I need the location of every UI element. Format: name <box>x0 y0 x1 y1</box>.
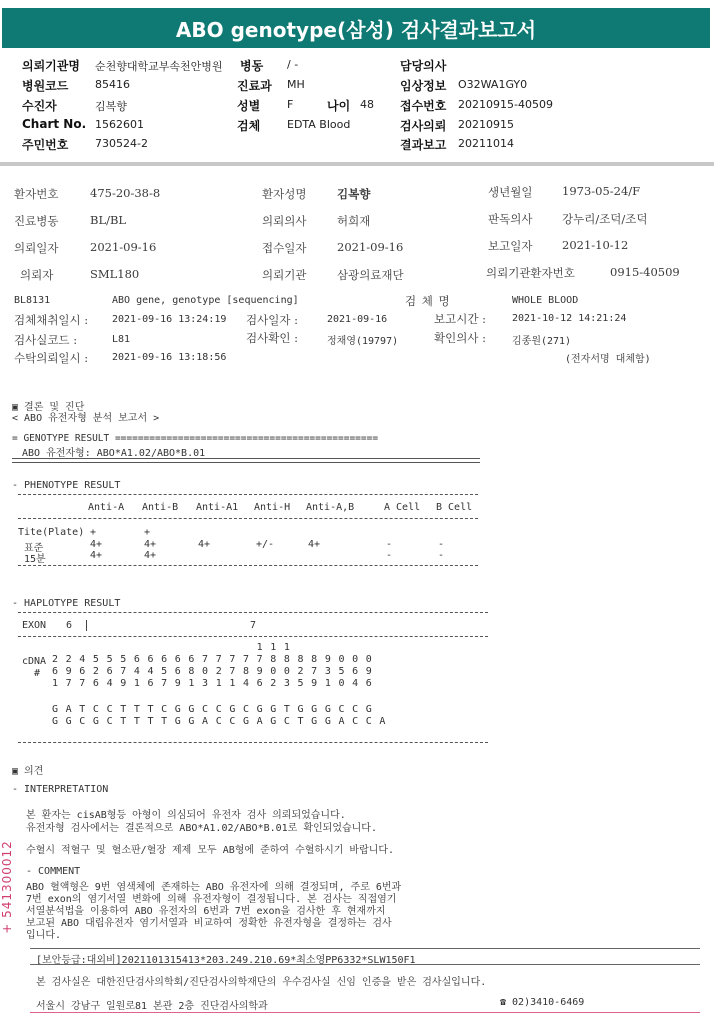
patient-value: 김복향 <box>95 100 127 113</box>
order-date-value: 2021-09-16 <box>90 240 157 254</box>
esign-note: (전자서명 대체함) <box>565 354 651 365</box>
birth-value: 1973-05-24/F <box>562 184 641 198</box>
phenotype-row-label: 15분 <box>24 554 46 565</box>
hospital-code-value: 85416 <box>95 78 130 91</box>
test-date-label: 검사일자 : <box>246 313 298 327</box>
chart-no-label: Chart No. <box>22 117 87 131</box>
interp-line-1: 본 환자는 cisAB형등 아형이 의심되어 유전자 검사 의뢰되었습니다. <box>26 810 346 821</box>
opinion-heading: ▣ 의견 <box>12 766 44 777</box>
ordering-doctor-label: 의뢰의사 <box>262 214 307 228</box>
requester-value: SML180 <box>90 267 140 281</box>
phenotype-cell: 4+ <box>308 539 321 550</box>
cdna-row: 1 7 7 6 4 9 1 6 7 9 1 3 1 1 4 6 2 3 5 9 1 0 4 6 <box>52 678 373 689</box>
ordering-doctor-value: 허희재 <box>337 214 371 228</box>
phenotype-cell: 4+ <box>90 550 103 561</box>
sex-label: 성별 <box>237 99 261 113</box>
patient-no-value: 475-20-38-8 <box>90 186 161 200</box>
request-date-value: 20210915 <box>458 118 514 131</box>
comment-line-3: 서열분석법을 이용하여 ABO 유전자의 6번과 7번 exon을 검사한 후 현재까지 <box>26 906 386 917</box>
patient-label: 수진자 <box>22 99 57 113</box>
phenotype-cell: 4+ <box>90 539 103 550</box>
department-label: 진료과 <box>237 79 272 93</box>
phenotype-cell: 4+ <box>144 550 157 561</box>
phenotype-cell: + <box>144 527 151 538</box>
ward-label: 병동 <box>240 59 264 73</box>
age-label: 나이 <box>327 99 351 113</box>
ward-scan-value: BL/BL <box>90 213 127 227</box>
requesting-org-label: 의뢰기관 <box>262 268 307 282</box>
phenotype-cell: 4+ <box>144 539 157 550</box>
patient-name-label: 환자성명 <box>262 187 307 201</box>
reading-doctor-label: 판독의사 <box>488 212 533 226</box>
order-date-label: 의뢰일자 <box>14 241 59 255</box>
security-line: [보안등급:대외비]2021101315413*203.249.210.69*최소영PP6332*SLW150F1 <box>36 955 416 966</box>
test-code: BL8131 <box>14 295 51 306</box>
org-patient-no-value: 0915-40509 <box>610 265 680 279</box>
sequence-row: G A T C C T T T C G G C C G C G G T G G G C C G <box>52 704 373 715</box>
hospital-code-label: 병원코드 <box>22 79 69 93</box>
report-date-value: 20211014 <box>458 137 514 150</box>
phenotype-col-header: Anti-A1 <box>196 502 239 513</box>
specimen-label: 검체 <box>237 119 261 133</box>
accession-value: 20210915-40509 <box>458 98 553 111</box>
phenotype-cell: - <box>386 550 393 561</box>
age-value: 48 <box>360 98 374 111</box>
footer-pink-rule <box>30 1012 700 1013</box>
cdna-label: cDNA <box>22 656 47 667</box>
phenotype-cell: +/- <box>256 539 275 550</box>
comment-line-4: 보고된 ABO 대립유전자 염기서열과 비교하여 정확한 유전자형을 결정하는 검사 <box>26 918 392 929</box>
lab-code-value: L81 <box>112 334 131 345</box>
exon7-label: 7 <box>250 620 257 631</box>
reading-doctor-value: 강누리/조덕/조덕 <box>562 212 648 226</box>
lab-phone: ☎ 02)3410-6469 <box>500 997 585 1008</box>
sex-value: F <box>287 98 294 111</box>
birth-label: 생년월일 <box>488 185 533 199</box>
confirm-label: 검사확인 : <box>246 331 298 345</box>
receive-label: 수탁의뢰일시 : <box>14 351 89 365</box>
chart-no-value: 1562601 <box>95 118 144 131</box>
report-scan-value: 2021-10-12 <box>562 238 629 252</box>
cdna-row: 6 9 6 2 6 7 4 4 5 6 8 0 2 7 8 9 0 0 2 7 3 5 6 9 <box>52 666 373 677</box>
institution-value: 순천향대학교부속천안병원 <box>95 60 223 73</box>
receipt-date-label: 접수일자 <box>262 241 307 255</box>
pheno-bottom-rule <box>18 565 478 566</box>
header-divider <box>0 162 714 166</box>
report-scan-label: 보고일자 <box>488 239 533 253</box>
resident-no-label: 주민번호 <box>22 138 69 152</box>
interp-line-3: 수혈시 적혈구 및 혈소판/혈장 제제 모두 AB형에 준하여 수혈하시기 바랍니다. <box>26 845 395 856</box>
doctor-label: 담당의사 <box>400 59 447 73</box>
genotype-rule <box>12 458 480 463</box>
sequence-row: G G C G C T T T T G G A C C G A G C T G G A C C A <box>52 716 387 727</box>
report-subtitle: < ABO 유전자형 분석 보고서 > <box>12 413 160 424</box>
footer-top-rule <box>30 948 700 949</box>
exon6-label: 6 <box>66 620 73 631</box>
side-serial-number: + 541300012 <box>0 840 14 934</box>
phenotype-row-label: Tite(Plate) <box>18 527 85 538</box>
institution-label: 의뢰기관명 <box>22 59 80 73</box>
cdna-row: 2 2 4 5 5 5 6 6 6 6 6 7 7 7 7 7 8 8 8 8 9 0 0 0 <box>52 654 373 665</box>
phenotype-col-header: Anti-A <box>88 502 125 513</box>
test-date-value: 2021-09-16 <box>327 314 388 325</box>
phenotype-col-header: Anti-A,B <box>306 502 355 513</box>
report-title: ABO genotype(삼성) 검사결과보고서 <box>2 8 710 48</box>
comment-line-2: 7번 exon의 염기서열 변화에 의해 유전자형이 결정됩니다. 본 검사는 직접염기 <box>26 894 397 905</box>
phenotype-col-header: A Cell <box>384 502 421 513</box>
specimen-value: EDTA Blood <box>287 118 351 131</box>
collect-label: 검체채취일시 : <box>14 313 89 327</box>
phenotype-cell: 4+ <box>198 539 211 550</box>
haplo-top-rule <box>18 612 488 613</box>
org-patient-no-label: 의뢰기관환자번호 <box>486 266 575 280</box>
haplo-mid-rule <box>18 636 488 637</box>
lab-address: 서울시 강남구 일원로81 본관 2층 진단검사의학과 <box>36 1001 268 1012</box>
accession-label: 접수번호 <box>400 99 447 113</box>
haplo-bottom-rule <box>18 742 488 743</box>
phenotype-heading: - PHENOTYPE RESULT <box>12 480 121 491</box>
pheno-top-rule <box>18 494 478 495</box>
exon-label: EXON <box>22 620 47 631</box>
comment-line-1: ABO 혈액형은 9번 염색체에 존재하는 ABO 유전자에 의해 결정되며, 주로 6번과 <box>26 882 402 893</box>
verify-value: 김종원(271) <box>512 336 572 347</box>
verify-label: 확인의사 : <box>434 331 486 345</box>
phenotype-cell: - <box>438 539 445 550</box>
report-time-label: 보고시간 : <box>434 312 486 326</box>
requesting-org-value: 삼광의료재단 <box>337 268 404 282</box>
lab-code-label: 검사실코드 : <box>14 333 78 347</box>
footer-mid-rule <box>30 964 700 965</box>
patient-no-label: 환자번호 <box>14 187 59 201</box>
request-date-label: 검사의뢰 <box>400 119 447 133</box>
pheno-mid-rule <box>18 518 478 519</box>
receipt-date-value: 2021-09-16 <box>337 240 404 254</box>
ward-scan-label: 진료병동 <box>14 214 59 228</box>
requester-label: 의뢰자 <box>20 268 54 282</box>
interp-line-2: 유전자형 검사에서는 결론적으로 ABO*A1.02/ABO*B.01로 확인되었습니다. <box>26 823 377 834</box>
exon-divider <box>86 620 87 631</box>
hash-label: # <box>34 668 41 679</box>
receive-value: 2021-09-16 13:18:56 <box>112 352 227 363</box>
phenotype-col-header: B Cell <box>436 502 473 513</box>
clinical-info-label: 임상정보 <box>400 79 447 93</box>
clinical-info-value: O32WA1GY0 <box>458 78 528 91</box>
comment-heading: - COMMENT <box>26 866 81 877</box>
confirm-value: 정채영(19797) <box>327 336 399 347</box>
resident-no-value: 730524-2 <box>95 137 148 150</box>
report-date-label: 결과보고 <box>400 138 447 152</box>
comment-line-5: 입니다. <box>26 930 62 941</box>
phenotype-row-label: 표준 <box>24 543 44 554</box>
cdna-row: 1 1 1 <box>52 642 291 653</box>
patient-name-value: 김복향 <box>337 187 371 201</box>
report-time-value: 2021-10-12 14:21:24 <box>512 313 627 324</box>
test-name: ABO gene, genotype [sequencing] <box>112 295 299 306</box>
phenotype-col-header: Anti-H <box>254 502 291 513</box>
certification-text: 본 검사실은 대한진단검사의학회/진단검사의학재단의 우수검사실 신임 인증을 받은 검사실입니다. <box>36 977 487 988</box>
conclusion-heading: ▣ 결론 및 진단 <box>12 402 85 413</box>
genotype-heading: = GENOTYPE RESULT ============================================== <box>12 433 379 444</box>
phenotype-col-header: Anti-B <box>142 502 179 513</box>
department-value: MH <box>287 78 305 91</box>
genotype-value: ABO 유전자형: ABO*A1.02/ABO*B.01 <box>22 448 206 459</box>
collect-value: 2021-09-16 13:24:19 <box>112 314 227 325</box>
specimen-name-label: 검 체 명 <box>405 294 451 308</box>
phenotype-cell: + <box>90 527 97 538</box>
specimen-name-value: WHOLE BLOOD <box>512 295 579 306</box>
phenotype-cell: - <box>438 550 445 561</box>
ward-value: / - <box>287 58 299 71</box>
interpretation-heading: - INTERPRETATION <box>12 784 109 795</box>
phenotype-cell: - <box>386 539 393 550</box>
haplotype-heading: - HAPLOTYPE RESULT <box>12 598 121 609</box>
